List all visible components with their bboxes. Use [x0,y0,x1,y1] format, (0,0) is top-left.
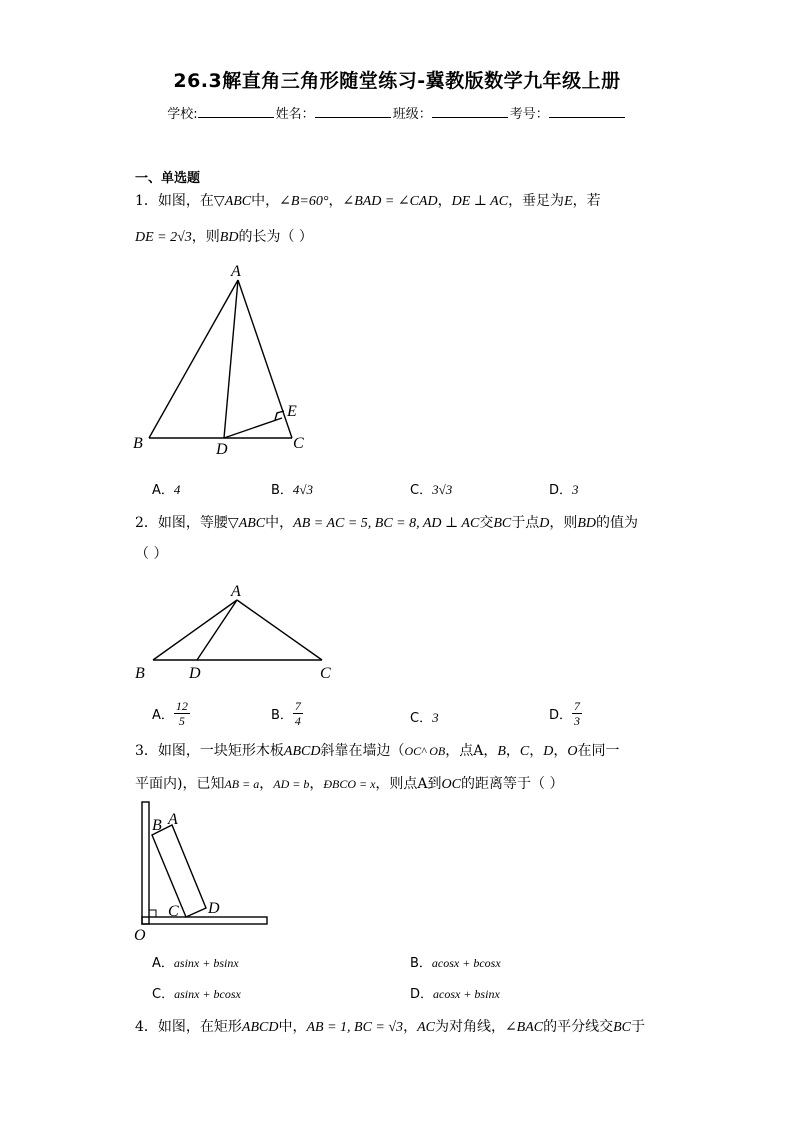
q3-option-d[interactable] [410,983,500,1002]
section-heading: 一、单选题 [135,171,201,186]
q3-option-b[interactable] [410,952,501,971]
q1-text: 中， [251,193,280,209]
page-title: 26.3解直角三角形随堂练习-冀教版数学九年级上册 [173,70,621,92]
q3-point-a: A [417,776,428,792]
q4-text: 为对角线， [434,1019,505,1035]
q3-option-b-letter: B． [410,956,432,971]
q1-text: ， [437,193,452,209]
q2-triangle: ▽ABC [227,516,266,531]
q2-bd: BD [577,516,597,531]
q3-text: ，点 [445,743,474,759]
q2-text: ，则 [549,515,578,531]
q1-triangle: ▽ABC [213,194,252,209]
q2-figure [125,578,345,688]
q1-option-b-value: 4√3 [292,482,314,497]
class-label: 班级： [392,107,432,122]
q1-option-a-value: 4 [173,482,181,497]
q1-label-e: E [287,403,297,420]
q2-option-b-denominator: 4 [294,714,301,728]
q3-option-a-value: asinx + bsinx [173,956,239,970]
q1-cond-bisector: ∠BAD = ∠CAD [342,194,438,209]
school-label: 学校: [167,107,198,122]
q1-cond-perp: DE ⊥ AC [451,194,509,209]
q3-perp: OC^ OB [404,744,446,758]
class-blank[interactable] [432,105,508,118]
q1-option-d-letter: D． [549,483,573,498]
q3-text: ， [529,743,544,759]
q3-text: ， [505,743,520,759]
q2-option-b-numerator: 7 [294,699,301,713]
q1-segment-ad [224,280,238,438]
q1-text: ，若 [572,193,601,209]
q3-board-abcd [152,825,206,917]
q1-point-e: E [564,194,573,209]
q3-text: ， [259,776,274,792]
q3-floor [142,917,267,924]
q2-label-d: D [189,665,201,682]
q2-label-b: B [135,665,145,682]
q1-text: 的长为（ ） [238,229,313,245]
q3-wall [142,802,149,924]
q1-label-c: C [293,435,304,452]
q3-text: ， [483,743,498,759]
q2-option-a-numerator: 12 [175,699,188,713]
q2-line2: （ ） [135,546,168,562]
q4-text: ， [403,1019,418,1035]
q4-text: 的平分线交 [543,1019,614,1035]
q3-text: 的距离等于（ ） [461,776,564,792]
q2-option-b[interactable] [271,699,303,728]
q3-option-d-value: acosx + bsinx [433,987,500,1001]
q1-option-c[interactable] [410,479,452,498]
q1-option-a-letter: A． [152,483,174,498]
q3-option-d-letter: D． [410,987,434,1002]
q1-side-ac [238,280,292,438]
q2-label-c: C [320,665,331,682]
q2-segment-ad [197,600,237,660]
q3-point-o: O [567,744,578,759]
q2-option-c-letter: C． [410,711,433,726]
q1-label-b: B [133,435,143,452]
q3-point-a: A [473,743,484,759]
q3-text: 平面内)，已知 [135,776,225,792]
q1-cond-angle-b: ∠B=60° [279,194,329,209]
q3-text: 到 [427,776,442,792]
q4-conditions: AB = 1, BC = √3 [306,1020,404,1035]
q1-text: ， [328,193,343,209]
q3-abcd: ABCD [283,744,321,759]
q3-label-a: A [168,811,178,828]
q4-text: 于 [631,1019,646,1035]
q2-side-ab [153,600,237,660]
q2-option-d-denominator: 3 [574,714,581,728]
q2-option-c[interactable] [410,707,439,726]
q2-text: 2．如图，等腰 [135,515,228,531]
q4-line1 [135,1018,645,1037]
q3-text: 在同一 [577,743,620,759]
q1-option-c-letter: C． [410,483,433,498]
q1-option-d[interactable] [549,479,579,498]
q2-option-d[interactable] [549,699,582,728]
q4-abcd: ABCD [241,1020,279,1035]
q2-option-a-letter: A． [152,708,174,723]
q1-option-b-letter: B． [271,483,293,498]
school-blank[interactable] [198,105,274,118]
q3-line1 [135,742,620,761]
exam-label: 考号： [509,107,549,122]
q2-conditions: AB = AC = 5, BC = 8, AD ⊥ AC [293,516,480,531]
q1-segment-de [224,418,282,438]
q1-text: ，垂足为 [508,193,565,209]
q2-text: 中， [265,515,294,531]
q2-line1 [135,514,638,533]
q2-option-c-value: 3 [432,710,439,725]
q2-option-b-letter: B． [271,708,293,723]
q1-figure [120,258,320,458]
q3-text: ， [553,743,568,759]
q4-text: 4．如图，在矩形 [135,1019,242,1035]
q2-option-d-numerator: 7 [574,699,581,713]
q1-cond-de: DE = 2√3 [135,230,192,245]
q2-text: 的值为 [596,515,639,531]
name-blank[interactable] [315,105,391,118]
q3-point-d: D [543,744,554,759]
q1-line2 [135,228,313,247]
q1-bd: BD [219,230,239,245]
q1-text: ，则 [191,229,220,245]
q3-label-d: D [208,900,220,917]
q2-option-b-fraction [293,699,303,728]
q1-text: 1．如图，在 [135,193,214,209]
q3-option-a[interactable] [152,952,239,971]
q3-text: ，则点 [375,776,418,792]
q1-option-d-value: 3 [572,482,579,497]
q3-oc: OC [441,777,461,792]
exam-blank[interactable] [549,105,625,118]
q4-text: 中， [278,1019,307,1035]
q1-label-d: D [216,441,228,458]
q3-option-c-letter: C． [152,987,175,1002]
q3-label-o: O [134,927,146,944]
q3-text: 斜靠在墙边（ [320,743,405,759]
q2-point-d: D [539,516,550,531]
q2-label-a: A [231,583,241,600]
q1-line1 [135,192,601,211]
q4-angle: ∠BAC [504,1020,544,1035]
q2-text: 于点 [511,515,540,531]
q3-point-c: C [519,744,530,759]
q2-option-d-fraction [572,699,582,728]
q4-ac: AC [417,1020,435,1035]
q3-figure [128,798,278,946]
q3-text: 3．如图，一块矩形木板 [135,743,284,759]
q3-text: ， [309,776,324,792]
q1-option-b[interactable] [271,479,313,498]
q4-bc: BC [613,1020,632,1035]
q2-side-ac [237,600,322,660]
student-info-line [0,103,794,122]
q3-label-c: C [168,903,179,920]
q2-option-d-letter: D． [549,708,573,723]
q2-bc: BC [493,516,512,531]
q2-option-a-fraction [174,699,190,728]
q1-label-a: A [231,263,241,280]
q2-text: 交 [479,515,494,531]
q3-ad: AD = b [273,777,310,791]
q3-angle: ÐBCO = x [323,777,376,791]
q2-option-a[interactable] [152,699,190,728]
q3-option-a-letter: A． [152,956,174,971]
q2-option-a-denominator: 5 [178,714,185,728]
q3-option-b-value: acosx + bcosx [431,956,501,970]
q3-point-b: B [497,744,506,759]
q3-label-b: B [152,817,162,834]
q3-option-c-value: asinx + bcosx [174,987,241,1001]
q1-option-a[interactable] [152,479,180,498]
q3-ab: AB = a [224,777,260,791]
q3-line2 [135,775,563,794]
q3-option-c[interactable] [152,983,241,1002]
q1-side-ab [149,280,238,438]
name-label: 姓名： [275,107,315,122]
q3-right-angle-mark [149,910,156,917]
q1-option-c-value: 3√3 [432,482,453,497]
